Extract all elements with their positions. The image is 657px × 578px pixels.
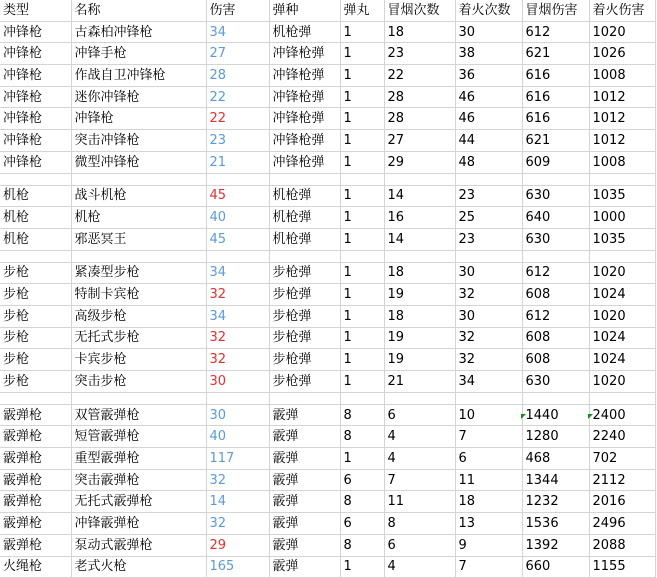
cell-fire-count[interactable]: 10 — [455, 404, 522, 426]
cell-smoke-damage[interactable]: 621 — [522, 43, 589, 65]
cell-name[interactable]: 无托式霰弹枪 — [71, 491, 206, 513]
cell-fire-damage[interactable]: 1012 — [589, 86, 655, 108]
cell-damage[interactable]: 40 — [206, 426, 269, 448]
empty-cell[interactable] — [384, 392, 455, 404]
cell-smoke-damage[interactable]: 630 — [522, 371, 589, 393]
empty-cell[interactable] — [71, 173, 206, 185]
cell-fire-damage[interactable]: 1012 — [589, 108, 655, 130]
cell-type[interactable]: 步枪 — [0, 262, 71, 284]
cell-fire-count[interactable]: 46 — [455, 108, 522, 130]
cell-type[interactable]: 机枪 — [0, 228, 71, 250]
cell-name[interactable]: 邪恶冥王 — [71, 228, 206, 250]
cell-smoke-count[interactable]: 4 — [384, 556, 455, 578]
cell-fire-damage[interactable]: 1020 — [589, 305, 655, 327]
table-row — [0, 151, 655, 173]
cell-smoke-count[interactable]: 6 — [384, 404, 455, 426]
cell-pellets[interactable]: 1 — [340, 207, 384, 229]
cell-ammo[interactable]: 机枪弹 — [269, 207, 340, 229]
cell-smoke-damage[interactable]: 616 — [522, 108, 589, 130]
header-type[interactable]: 类型 — [0, 0, 71, 21]
cell-ammo[interactable]: 霰弹 — [269, 491, 340, 513]
cell-name[interactable]: 冲锋枪 — [71, 108, 206, 130]
cell-fire-damage[interactable]: 1020 — [589, 262, 655, 284]
cell-smoke-count[interactable]: 14 — [384, 228, 455, 250]
cell-damage[interactable]: 34 — [206, 262, 269, 284]
cell-pellets[interactable]: 6 — [340, 513, 384, 535]
cell-ammo[interactable]: 霰弹 — [269, 404, 340, 426]
cell-smoke-count[interactable]: 14 — [384, 185, 455, 207]
cell-pellets[interactable]: 1 — [340, 21, 384, 43]
cell-fire-count[interactable]: 23 — [455, 228, 522, 250]
empty-cell[interactable] — [206, 250, 269, 262]
cell-fire-damage[interactable]: 2088 — [589, 534, 655, 556]
cell-pellets[interactable]: 1 — [340, 228, 384, 250]
cell-ammo[interactable]: 机枪弹 — [269, 21, 340, 43]
cell-pellets[interactable]: 1 — [340, 349, 384, 371]
cell-pellets[interactable]: 1 — [340, 262, 384, 284]
cell-name[interactable]: 双管霰弹枪 — [71, 404, 206, 426]
cell-pellets[interactable]: 1 — [340, 151, 384, 173]
empty-cell[interactable] — [0, 250, 71, 262]
empty-cell[interactable] — [384, 250, 455, 262]
cell-pellets[interactable]: 1 — [340, 108, 384, 130]
cell-smoke-count[interactable]: 4 — [384, 448, 455, 470]
empty-cell[interactable] — [269, 173, 340, 185]
cell-ammo[interactable]: 冲锋枪弹 — [269, 130, 340, 152]
cell-type[interactable]: 步枪 — [0, 284, 71, 306]
cell-name[interactable]: 老式火枪 — [71, 556, 206, 578]
cell-smoke-count[interactable]: 4 — [384, 426, 455, 448]
header-row — [0, 0, 655, 21]
cell-fire-count[interactable]: 44 — [455, 130, 522, 152]
cell-name[interactable]: 突击冲锋枪 — [71, 130, 206, 152]
cell-pellets[interactable]: 1 — [340, 43, 384, 65]
empty-cell[interactable] — [455, 250, 522, 262]
cell-type[interactable]: 冲锋枪 — [0, 108, 71, 130]
table-row — [0, 448, 655, 470]
cell-fire-damage[interactable]: 1024 — [589, 284, 655, 306]
cell-name[interactable]: 紧凑型步枪 — [71, 262, 206, 284]
cell-smoke-damage[interactable]: 630 — [522, 185, 589, 207]
cell-fire-count[interactable]: 13 — [455, 513, 522, 535]
header-name[interactable]: 名称 — [71, 0, 206, 21]
cell-fire-damage[interactable]: 2400 — [589, 404, 655, 426]
cell-ammo[interactable]: 冲锋枪弹 — [269, 43, 340, 65]
cell-smoke-damage[interactable]: 616 — [522, 86, 589, 108]
empty-cell[interactable] — [384, 173, 455, 185]
cell-smoke-damage[interactable]: 616 — [522, 65, 589, 87]
cell-smoke-damage[interactable]: 608 — [522, 284, 589, 306]
cell-type[interactable]: 霰弹枪 — [0, 404, 71, 426]
empty-cell[interactable] — [522, 173, 589, 185]
cell-fire-count[interactable]: 30 — [455, 21, 522, 43]
cell-damage[interactable]: 22 — [206, 86, 269, 108]
empty-row — [0, 173, 655, 185]
empty-cell[interactable] — [589, 173, 655, 185]
cell-smoke-damage[interactable]: 612 — [522, 21, 589, 43]
cell-name[interactable]: 微型冲锋枪 — [71, 151, 206, 173]
cell-ammo[interactable]: 冲锋枪弹 — [269, 86, 340, 108]
cell-type[interactable]: 霰弹枪 — [0, 534, 71, 556]
cell-fire-count[interactable]: 32 — [455, 327, 522, 349]
empty-row — [0, 392, 655, 404]
cell-smoke-count[interactable]: 19 — [384, 327, 455, 349]
cell-fire-damage[interactable]: 2016 — [589, 491, 655, 513]
cell-damage[interactable]: 117 — [206, 448, 269, 470]
cell-type[interactable]: 机枪 — [0, 185, 71, 207]
cell-smoke-damage[interactable]: 1344 — [522, 469, 589, 491]
cell-fire-damage[interactable]: 1000 — [589, 207, 655, 229]
empty-cell[interactable] — [522, 392, 589, 404]
cell-pellets[interactable]: 8 — [340, 534, 384, 556]
empty-cell[interactable] — [455, 392, 522, 404]
empty-cell[interactable] — [340, 392, 384, 404]
table-row — [0, 349, 655, 371]
empty-cell[interactable] — [71, 392, 206, 404]
cell-smoke-damage[interactable]: 608 — [522, 327, 589, 349]
cell-ammo[interactable]: 冲锋枪弹 — [269, 65, 340, 87]
header-smoke-count[interactable]: 冒烟次数 — [384, 0, 455, 21]
cell-ammo[interactable]: 霰弹 — [269, 426, 340, 448]
header-pellets[interactable]: 弹丸 — [340, 0, 384, 21]
cell-type[interactable]: 火绳枪 — [0, 556, 71, 578]
cell-damage[interactable]: 165 — [206, 556, 269, 578]
cell-fire-damage[interactable]: 1012 — [589, 130, 655, 152]
cell-smoke-count[interactable]: 27 — [384, 130, 455, 152]
empty-cell[interactable] — [269, 392, 340, 404]
cell-smoke-count[interactable]: 28 — [384, 86, 455, 108]
cell-fire-damage[interactable]: 1020 — [589, 371, 655, 393]
cell-type[interactable]: 冲锋枪 — [0, 86, 71, 108]
cell-fire-count[interactable]: 34 — [455, 371, 522, 393]
header-fire-count[interactable]: 着火次数 — [455, 0, 522, 21]
empty-cell[interactable] — [71, 250, 206, 262]
cell-fire-damage[interactable]: 1155 — [589, 556, 655, 578]
cell-fire-damage[interactable]: 1024 — [589, 327, 655, 349]
cell-smoke-count[interactable]: 16 — [384, 207, 455, 229]
cell-type[interactable]: 霰弹枪 — [0, 469, 71, 491]
cell-damage[interactable]: 34 — [206, 21, 269, 43]
cell-type[interactable]: 冲锋枪 — [0, 151, 71, 173]
cell-damage[interactable]: 32 — [206, 513, 269, 535]
cell-smoke-count[interactable]: 21 — [384, 371, 455, 393]
cell-pellets[interactable]: 1 — [340, 130, 384, 152]
cell-pellets[interactable]: 1 — [340, 448, 384, 470]
cell-pellets[interactable]: 1 — [340, 305, 384, 327]
cell-fire-count[interactable]: 6 — [455, 448, 522, 470]
cell-name[interactable]: 重型霰弹枪 — [71, 448, 206, 470]
cell-damage[interactable]: 34 — [206, 305, 269, 327]
cell-damage[interactable]: 30 — [206, 404, 269, 426]
empty-cell[interactable] — [206, 173, 269, 185]
cell-name[interactable]: 卡宾步枪 — [71, 349, 206, 371]
table-row — [0, 43, 655, 65]
table-row — [0, 228, 655, 250]
cell-fire-count[interactable]: 36 — [455, 65, 522, 87]
cell-damage[interactable]: 14 — [206, 491, 269, 513]
cell-smoke-count[interactable]: 8 — [384, 513, 455, 535]
cell-smoke-count[interactable]: 19 — [384, 349, 455, 371]
cell-smoke-count[interactable]: 18 — [384, 305, 455, 327]
cell-smoke-count[interactable]: 18 — [384, 21, 455, 43]
header-damage[interactable]: 伤害 — [206, 0, 269, 21]
cell-fire-damage[interactable]: 1035 — [589, 228, 655, 250]
empty-cell[interactable] — [455, 173, 522, 185]
header-ammo[interactable]: 弹种 — [269, 0, 340, 21]
cell-ammo[interactable]: 冲锋枪弹 — [269, 108, 340, 130]
cell-smoke-count[interactable]: 11 — [384, 491, 455, 513]
cell-pellets[interactable]: 8 — [340, 491, 384, 513]
cell-type[interactable]: 步枪 — [0, 371, 71, 393]
cell-ammo[interactable]: 霰弹 — [269, 469, 340, 491]
cell-fire-damage[interactable]: 2112 — [589, 469, 655, 491]
empty-cell[interactable] — [269, 250, 340, 262]
cell-smoke-count[interactable]: 23 — [384, 43, 455, 65]
cell-smoke-damage[interactable]: 1392 — [522, 534, 589, 556]
cell-name[interactable]: 机枪 — [71, 207, 206, 229]
table-row — [0, 86, 655, 108]
cell-name[interactable]: 短管霰弹枪 — [71, 426, 206, 448]
cell-fire-count[interactable]: 11 — [455, 469, 522, 491]
cell-smoke-damage[interactable]: 609 — [522, 151, 589, 173]
cell-smoke-damage[interactable]: 640 — [522, 207, 589, 229]
empty-row — [0, 250, 655, 262]
cell-ammo[interactable]: 霰弹 — [269, 513, 340, 535]
table-row — [0, 371, 655, 393]
comment-marker — [588, 414, 593, 419]
cell-fire-damage[interactable]: 1035 — [589, 185, 655, 207]
cell-smoke-damage[interactable]: 1536 — [522, 513, 589, 535]
cell-fire-count[interactable]: 48 — [455, 151, 522, 173]
empty-cell[interactable] — [589, 250, 655, 262]
table-row — [0, 491, 655, 513]
cell-fire-damage[interactable]: 1026 — [589, 43, 655, 65]
cell-damage[interactable]: 40 — [206, 207, 269, 229]
cell-type[interactable]: 步枪 — [0, 349, 71, 371]
cell-type[interactable]: 霰弹枪 — [0, 513, 71, 535]
table-row — [0, 534, 655, 556]
cell-ammo[interactable]: 步枪弹 — [269, 327, 340, 349]
table-body — [0, 21, 655, 578]
cell-damage[interactable]: 45 — [206, 228, 269, 250]
cell-damage[interactable]: 22 — [206, 108, 269, 130]
table-row — [0, 108, 655, 130]
cell-pellets[interactable]: 1 — [340, 185, 384, 207]
cell-fire-count[interactable]: 46 — [455, 86, 522, 108]
cell-fire-damage[interactable]: 1008 — [589, 65, 655, 87]
table-row — [0, 404, 655, 426]
empty-cell[interactable] — [0, 392, 71, 404]
table-row — [0, 185, 655, 207]
cell-smoke-count[interactable]: 18 — [384, 262, 455, 284]
cell-type[interactable]: 霰弹枪 — [0, 491, 71, 513]
table-row — [0, 207, 655, 229]
cell-damage[interactable]: 30 — [206, 371, 269, 393]
cell-smoke-count[interactable]: 29 — [384, 151, 455, 173]
cell-pellets[interactable]: 8 — [340, 426, 384, 448]
cell-fire-count[interactable]: 18 — [455, 491, 522, 513]
cell-name[interactable]: 作战自卫冲锋枪 — [71, 65, 206, 87]
cell-fire-count[interactable]: 30 — [455, 262, 522, 284]
cell-name[interactable]: 迷你冲锋枪 — [71, 86, 206, 108]
cell-type[interactable]: 冲锋枪 — [0, 65, 71, 87]
cell-name[interactable]: 冲锋手枪 — [71, 43, 206, 65]
cell-fire-count[interactable]: 32 — [455, 284, 522, 306]
cell-pellets[interactable]: 8 — [340, 404, 384, 426]
empty-cell[interactable] — [340, 250, 384, 262]
cell-smoke-count[interactable]: 6 — [384, 534, 455, 556]
table-row — [0, 513, 655, 535]
cell-smoke-damage[interactable]: 630 — [522, 228, 589, 250]
cell-smoke-damage[interactable]: 612 — [522, 262, 589, 284]
cell-smoke-damage[interactable]: 608 — [522, 349, 589, 371]
cell-smoke-damage[interactable]: 660 — [522, 556, 589, 578]
cell-name[interactable]: 特制卡宾枪 — [71, 284, 206, 306]
cell-smoke-damage[interactable]: 1440 — [522, 404, 589, 426]
cell-name[interactable]: 突击步枪 — [71, 371, 206, 393]
table-row — [0, 426, 655, 448]
cell-ammo[interactable]: 霰弹 — [269, 534, 340, 556]
cell-fire-damage[interactable]: 1020 — [589, 21, 655, 43]
table-row — [0, 305, 655, 327]
cell-pellets[interactable]: 1 — [340, 556, 384, 578]
cell-type[interactable]: 冲锋枪 — [0, 21, 71, 43]
cell-pellets[interactable]: 1 — [340, 284, 384, 306]
cell-name[interactable]: 无托式步枪 — [71, 327, 206, 349]
cell-fire-count[interactable]: 7 — [455, 426, 522, 448]
cell-smoke-damage[interactable]: 621 — [522, 130, 589, 152]
cell-fire-damage[interactable]: 2496 — [589, 513, 655, 535]
table-row — [0, 284, 655, 306]
cell-ammo[interactable]: 步枪弹 — [269, 284, 340, 306]
cell-ammo[interactable]: 步枪弹 — [269, 305, 340, 327]
cell-fire-damage[interactable]: 2240 — [589, 426, 655, 448]
cell-fire-damage[interactable]: 1024 — [589, 349, 655, 371]
cell-name[interactable]: 冲锋霰弹枪 — [71, 513, 206, 535]
cell-smoke-damage[interactable]: 1232 — [522, 491, 589, 513]
cell-type[interactable]: 冲锋枪 — [0, 43, 71, 65]
cell-smoke-count[interactable]: 28 — [384, 108, 455, 130]
cell-name[interactable]: 突击霰弹枪 — [71, 469, 206, 491]
cell-smoke-damage[interactable]: 468 — [522, 448, 589, 470]
cell-smoke-count[interactable]: 7 — [384, 469, 455, 491]
empty-cell[interactable] — [0, 173, 71, 185]
cell-pellets[interactable]: 6 — [340, 469, 384, 491]
cell-fire-count[interactable]: 23 — [455, 185, 522, 207]
cell-type[interactable]: 霰弹枪 — [0, 426, 71, 448]
table-row — [0, 327, 655, 349]
cell-fire-count[interactable]: 9 — [455, 534, 522, 556]
cell-damage[interactable]: 32 — [206, 327, 269, 349]
cell-damage[interactable]: 45 — [206, 185, 269, 207]
table-row — [0, 65, 655, 87]
cell-name[interactable]: 泵动式霰弹枪 — [71, 534, 206, 556]
cell-fire-count[interactable]: 38 — [455, 43, 522, 65]
cell-ammo[interactable]: 步枪弹 — [269, 262, 340, 284]
cell-ammo[interactable]: 步枪弹 — [269, 349, 340, 371]
cell-fire-count[interactable]: 25 — [455, 207, 522, 229]
cell-damage[interactable]: 21 — [206, 151, 269, 173]
cell-type[interactable]: 步枪 — [0, 305, 71, 327]
header-fire-damage[interactable]: 着火伤害 — [589, 0, 655, 21]
empty-cell[interactable] — [340, 173, 384, 185]
cell-fire-damage[interactable]: 1008 — [589, 151, 655, 173]
cell-smoke-damage[interactable]: 1280 — [522, 426, 589, 448]
cell-damage[interactable]: 32 — [206, 349, 269, 371]
comment-marker — [521, 414, 526, 419]
cell-damage[interactable]: 23 — [206, 130, 269, 152]
cell-fire-damage[interactable]: 702 — [589, 448, 655, 470]
cell-ammo[interactable]: 霰弹 — [269, 556, 340, 578]
empty-cell[interactable] — [589, 392, 655, 404]
cell-damage[interactable]: 27 — [206, 43, 269, 65]
cell-ammo[interactable]: 步枪弹 — [269, 371, 340, 393]
cell-ammo[interactable]: 机枪弹 — [269, 185, 340, 207]
cell-smoke-count[interactable]: 19 — [384, 284, 455, 306]
cell-damage[interactable]: 28 — [206, 65, 269, 87]
cell-ammo[interactable]: 冲锋枪弹 — [269, 151, 340, 173]
table-row — [0, 556, 655, 578]
cell-fire-count[interactable]: 7 — [455, 556, 522, 578]
cell-ammo[interactable]: 霰弹 — [269, 448, 340, 470]
cell-name[interactable]: 战斗机枪 — [71, 185, 206, 207]
cell-type[interactable]: 机枪 — [0, 207, 71, 229]
cell-fire-count[interactable]: 30 — [455, 305, 522, 327]
table-row — [0, 262, 655, 284]
cell-type[interactable]: 霰弹枪 — [0, 448, 71, 470]
cell-pellets[interactable]: 1 — [340, 327, 384, 349]
table-row — [0, 21, 655, 43]
cell-damage[interactable]: 32 — [206, 469, 269, 491]
empty-cell[interactable] — [206, 392, 269, 404]
cell-name[interactable]: 高级步枪 — [71, 305, 206, 327]
cell-fire-count[interactable]: 32 — [455, 349, 522, 371]
cell-name[interactable]: 古森柏冲锋枪 — [71, 21, 206, 43]
cell-damage[interactable]: 32 — [206, 284, 269, 306]
cell-type[interactable]: 冲锋枪 — [0, 130, 71, 152]
cell-pellets[interactable]: 1 — [340, 65, 384, 87]
cell-pellets[interactable]: 1 — [340, 371, 384, 393]
table-row — [0, 469, 655, 491]
empty-cell[interactable] — [522, 250, 589, 262]
cell-damage[interactable]: 29 — [206, 534, 269, 556]
header-smoke-damage[interactable]: 冒烟伤害 — [522, 0, 589, 21]
cell-pellets[interactable]: 1 — [340, 86, 384, 108]
table-row — [0, 130, 655, 152]
cell-smoke-damage[interactable]: 612 — [522, 305, 589, 327]
cell-ammo[interactable]: 机枪弹 — [269, 228, 340, 250]
cell-smoke-count[interactable]: 22 — [384, 65, 455, 87]
cell-type[interactable]: 步枪 — [0, 327, 71, 349]
